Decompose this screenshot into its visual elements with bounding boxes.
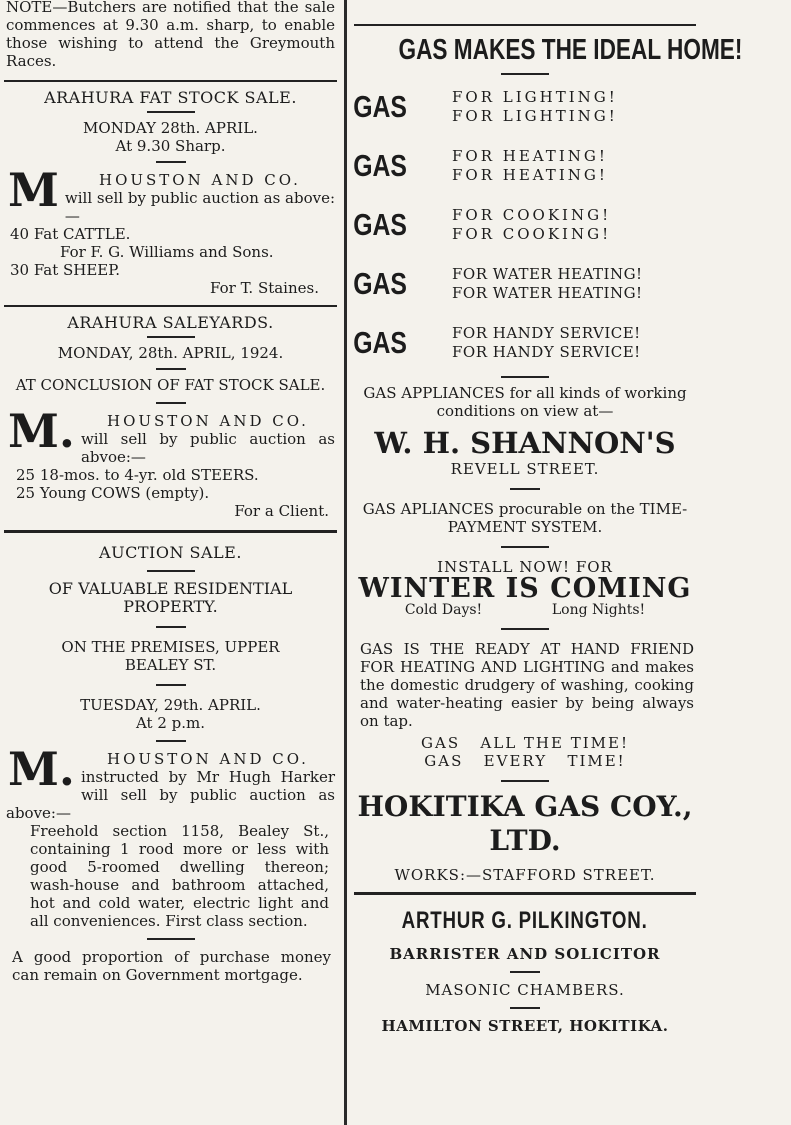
cold-days-text: Cold Days! — [404, 602, 483, 618]
sale-date: TUESDAY, 29th. APRIL. — [80, 696, 261, 714]
dash — [510, 971, 540, 973]
lot-item: 40 Fat CATTLE. — [10, 225, 131, 243]
dash — [156, 402, 186, 404]
dash — [147, 111, 195, 113]
works-address: WORKS:—STAFFORD STREET. — [394, 866, 656, 884]
gas-use-line: FOR HANDY SERVICE! — [452, 342, 641, 361]
rule — [4, 530, 337, 533]
sale-title: ARAHURA SALEYARDS. — [67, 313, 274, 332]
lot-item: 25 18-mos. to 4-yr. old STEERS. — [16, 466, 259, 484]
sale-time: At 2 p.m. — [135, 714, 206, 732]
firm-name: HOUSTON AND CO. — [107, 412, 309, 430]
lawyer-address: HAMILTON STREET, HOKITIKA. — [381, 1017, 669, 1035]
dash — [156, 161, 186, 163]
drop-cap: M. — [8, 404, 75, 458]
rule — [354, 24, 696, 26]
dash — [156, 368, 186, 370]
dash — [156, 626, 186, 628]
gas-uses-list — [350, 77, 700, 372]
gas-word: GAS — [353, 324, 407, 360]
dash — [156, 740, 186, 742]
sale-time: At 9.30 Sharp. — [115, 137, 226, 155]
gas-word: GAS — [353, 147, 407, 183]
gas-use-line: FOR WATER HEATING! — [452, 264, 643, 283]
sale-subtitle: AT CONCLUSION OF FAT STOCK SALE. — [15, 376, 326, 394]
lot-item: 25 Young COWS (empty). — [16, 484, 210, 502]
shop-name: W. H. SHANNON'S — [374, 426, 676, 460]
gas-word: GAS — [353, 265, 407, 301]
gas-use-line: FOR COOKING! — [452, 224, 612, 243]
gas-use-line: FOR WATER HEATING! — [452, 283, 643, 302]
lot-item: 30 Fat SHEEP. — [10, 261, 121, 279]
gas-word: GAS — [353, 88, 407, 124]
time-payment-text: GAS APLIANCES procurable on the TIME-PAYMENT SYSTEM. — [362, 500, 688, 536]
firm-name: HOUSTON AND CO. — [107, 750, 309, 768]
winter-heading: WINTER IS COMING — [358, 573, 692, 604]
gas-row — [350, 195, 700, 254]
lot-vendor: For T. Staines. — [210, 279, 319, 297]
right-column — [350, 0, 743, 1125]
slogan-line: GAS ALL THE TIME! — [421, 734, 629, 752]
gas-use-line: FOR LIGHTING! — [452, 87, 618, 106]
appliances-text: GAS APPLIANCES for all kinds of working conditions on view at— — [363, 384, 687, 420]
rule — [4, 305, 337, 307]
property-auction — [0, 543, 341, 984]
dash — [147, 570, 195, 572]
dash — [501, 546, 549, 548]
dash — [147, 336, 195, 338]
auction-intro: will sell by public auction as above:— — [64, 189, 336, 225]
drop-cap: M — [8, 163, 59, 217]
lot-vendor: For a Client. — [234, 502, 329, 520]
slogan-line: GAS EVERY TIME! — [424, 752, 626, 770]
column-divider — [344, 0, 347, 1125]
lawyer-card — [350, 907, 700, 1035]
dash — [501, 780, 549, 782]
auction-intro: will sell by public auction as abvoe:— — [80, 430, 335, 466]
install-text: INSTALL NOW! FOR — [437, 558, 613, 576]
dash — [501, 73, 549, 75]
gas-use-line: FOR COOKING! — [452, 205, 612, 224]
gas-use-line: FOR HEATING! — [452, 146, 608, 165]
property-detail: Freehold section 1158, Bealey St., containing 1 rood more or less with good 5-roomed dwelling thereon; wash-house and bathroom attached, hot and cold water, electric light and all conveniences. First class section. — [30, 822, 329, 930]
sale-date: MONDAY, 28th. APRIL, 1924. — [57, 344, 284, 362]
sale-title: ARAHURA FAT STOCK SALE. — [44, 88, 297, 107]
gas-ready-text: GAS IS THE READY AT HAND FRIEND FOR HEATING AND LIGHTING and makes the domestic drudgery of washing, cooking and water-heating easier by being always on tap. — [360, 640, 694, 730]
chambers-text: MASONIC CHAMBERS. — [425, 981, 625, 999]
lawyer-title: BARRISTER AND SOLICITOR — [389, 945, 661, 963]
dash — [156, 684, 186, 686]
rule — [4, 80, 337, 82]
company-name: HOKITIKA GAS COY., — [357, 790, 693, 823]
dash — [501, 628, 549, 630]
gas-row — [350, 136, 700, 195]
butchers-note: NOTE—Butchers are notified that the sale commences at 9.30 a.m. sharp, to enable those wishing to attend the Greymouth Races. — [6, 0, 335, 70]
dash — [510, 1007, 540, 1009]
lot-vendor: For F. G. Williams and Sons. — [60, 243, 274, 261]
company-ltd: LTD. — [489, 824, 561, 857]
saleyards-sale — [0, 313, 341, 520]
gas-headline: GAS MAKES THE IDEAL HOME! — [398, 34, 743, 66]
shop-street: REVELL STREET. — [450, 460, 600, 478]
dash — [147, 938, 195, 940]
sale-date: MONDAY 28th. APRIL. — [83, 119, 258, 137]
rule — [354, 892, 696, 895]
long-nights-text: Long Nights! — [551, 602, 646, 618]
sale-subtitle: OF VALUABLE RESIDENTIAL PROPERTY. — [48, 579, 293, 616]
dash — [510, 488, 540, 490]
sale-title: AUCTION SALE. — [99, 543, 242, 562]
lawyer-name: ARTHUR G. PILKINGTON. — [402, 907, 648, 934]
mortgage-note: A good proportion of purchase money can remain on Government mortgage. — [12, 948, 331, 984]
auction-intro: instructed by Mr Hugh Harker will sell by public auction as above:— — [6, 768, 335, 822]
fat-stock-sale — [0, 88, 341, 297]
left-column — [0, 0, 341, 1125]
gas-row — [350, 254, 700, 313]
gas-use-line: FOR LIGHTING! — [452, 106, 618, 125]
dash — [501, 376, 549, 378]
gas-row — [350, 313, 700, 372]
sale-location: ON THE PREMISES, UPPER BEALEY ST. — [61, 638, 280, 674]
gas-row — [350, 77, 700, 136]
gas-use-line: FOR HEATING! — [452, 165, 608, 184]
gas-use-line: FOR HANDY SERVICE! — [452, 323, 641, 342]
drop-cap: M. — [8, 742, 75, 796]
firm-name: HOUSTON AND CO. — [99, 171, 301, 189]
gas-word: GAS — [353, 206, 407, 242]
